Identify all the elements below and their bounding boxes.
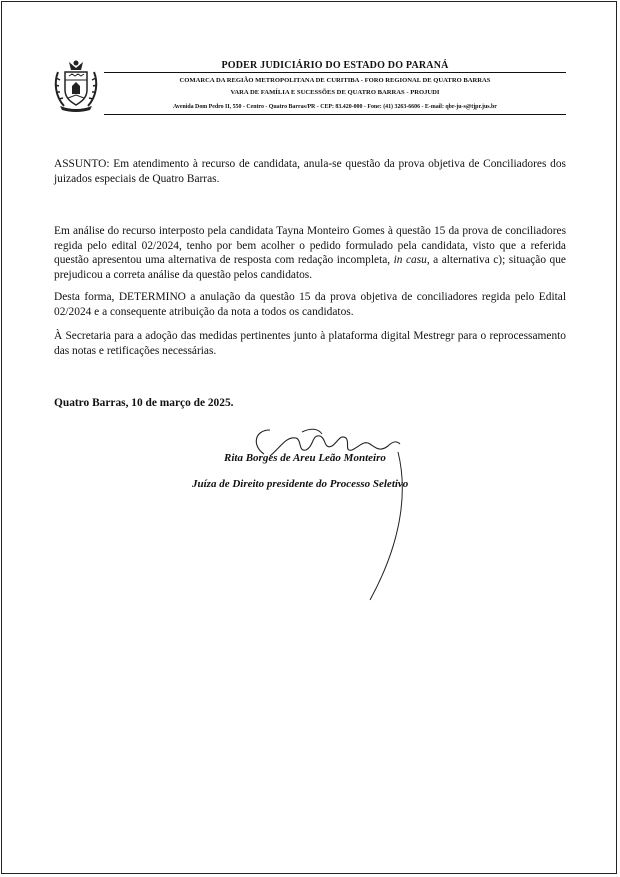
handwritten-signature-icon bbox=[240, 424, 420, 604]
analysis-text-start: Em análise do recurso interposto pela candidata Tayna Monteiro Gomes à questão 15 da prova de conciliadores regida pelo edital 02/2024, tenho por bem acolher o pedido formulado pela candidata, visto que a referida questão apresentou uma alternativa de resposta com redação incompleta, bbox=[54, 225, 566, 266]
header-divider-bottom bbox=[104, 114, 566, 115]
signer-name: Rita Borges de Areu Leão Monteiro bbox=[224, 452, 386, 464]
secretary-paragraph: À Secretaria para a adoção das medidas pertinentes junto à plataforma digital Mestregr para o reprocessamento das notas e retificações necessárias. bbox=[54, 330, 566, 357]
analysis-paragraph bbox=[54, 224, 566, 282]
letterhead-text bbox=[104, 58, 566, 99]
letterhead bbox=[52, 58, 566, 116]
date-line: Quatro Barras, 10 de março de 2025. bbox=[54, 397, 234, 409]
analysis-text-end: , a alternativa c); situação que prejudicou a correta análise da questão pelos candidatos. bbox=[54, 254, 566, 281]
subject-paragraph: ASSUNTO: Em atendimento à recurso de candidata, anula-se questão da prova objetiva de Conciliadores dos juizados especiais de Quatro Barras. bbox=[54, 158, 566, 185]
determination-paragraph: Desta forma, DETERMINO a anulação da questão 15 da prova objetiva de conciliadores regida pelo Edital 02/2024 e a consequente atribuição da nota a todos os candidatos. bbox=[54, 291, 566, 318]
court-title: PODER JUDICIÁRIO DO ESTADO DO PARANÁ bbox=[221, 60, 449, 71]
court-address: Avenida Dom Pedro II, 550 - Centro - Quatro Barras/PR - CEP: 83.420-000 - Fone: (41) 3263-6606 - E-mail: qbr-ju-s@tjpr.jus.br bbox=[173, 104, 497, 110]
parana-coat-of-arms-icon bbox=[52, 58, 100, 112]
court-division: VARA DE FAMÍLIA E SUCESSÕES DE QUATRO BARRAS - PROJUDI bbox=[230, 89, 440, 96]
header-divider-top bbox=[104, 72, 566, 73]
court-district: COMARCA DA REGIÃO METROPOLITANA DE CURITIBA - FORO REGIONAL DE QUATRO BARRAS bbox=[179, 77, 491, 84]
signer-role: Juíza de Direito presidente do Processo Seletivo bbox=[192, 478, 409, 490]
analysis-italic-term: in casu bbox=[393, 254, 427, 266]
